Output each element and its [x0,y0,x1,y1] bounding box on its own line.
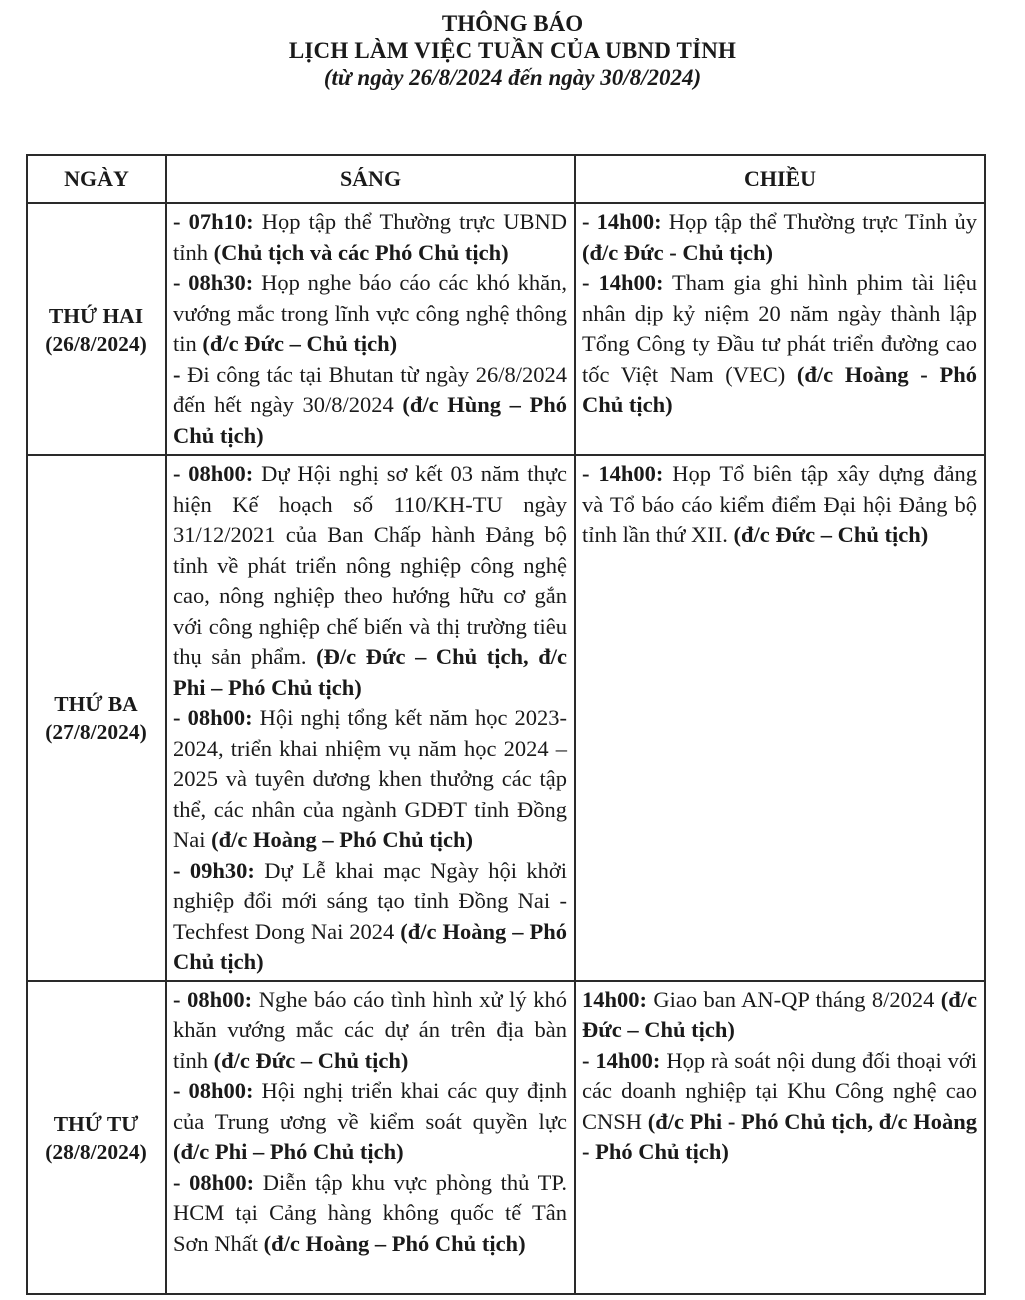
entry-time: 08h00: [187,986,253,1012]
entry-time: 14h00: [598,461,664,486]
entry-prefix: - [173,986,188,1012]
schedule-entry [173,459,567,703]
entry-prefix: - [173,209,189,234]
entry-person: (Đ/c Đức – Chủ tịch, đ/c Phi – Phó Chủ tịch) [173,644,567,700]
day-date: (27/8/2024) [45,720,147,745]
schedule-entry [582,207,977,268]
entry-text: Họp rà soát nội dung đối thoại với các doanh nghiệp tại Khu Công nghệ cao CNSH [582,1047,977,1134]
entry-person: (Chủ tịch và các Phó Chủ tịch) [213,239,509,265]
table-row-3 [27,981,985,1294]
entry-person: (đ/c Đức – Chủ tịch) [733,522,929,547]
entry-prefix: - [582,270,599,295]
entry-person: (đ/c Hoàng – Phó Chủ tịch) [211,827,474,852]
schedule-entry [173,1076,567,1168]
entry-text: Hội nghị tổng kết năm học 2023-2024, triển khai nhiệm vụ năm học 2024 – 2025 và tuyên dương khen thưởng các tập thể, các nhân của ngành GDĐT tỉnh Đồng Nai [173,705,567,852]
header-day: NGÀY [27,155,166,203]
schedule-entry [173,1168,567,1260]
entry-text: Giao ban AN-QP tháng 8/2024 [647,986,941,1012]
day-name: THỨ BA [54,692,138,717]
entry-prefix: - [173,857,190,883]
day-name: THỨ HAI [48,303,144,328]
day-date: (26/8/2024) [45,331,147,356]
entry-prefix: - [173,1169,190,1195]
entry-text: Dự Hội nghị sơ kết 03 năm thực hiện Kế hoạch số 110/KH-TU ngày 31/12/2021 của Ban Chấp hành Đảng bộ tỉnh về phát triển nông nghiệp công nghệ cao, nông nghiệp theo hướng hữu cơ gắn với công nghiệp chế biến và thị trường tiêu thụ sản phẩm. [173,461,567,669]
entry-time: 08h00: [189,1169,255,1195]
entry-time: 07h10: [188,209,254,234]
schedule-table [26,154,986,1295]
entry-text: Họp tập thể Thường trực Tỉnh ủy [661,209,978,234]
entry-time: 14h00: [596,209,662,234]
entry-time: 08h00: [188,461,254,486]
schedule-entry [173,856,567,978]
entry-time: 14h00: [598,270,664,295]
entry-person: (đ/c Hoàng - Phó Chủ tịch) [582,361,977,417]
header-afternoon: CHIỀU [575,155,985,203]
entry-person: (đ/c Hùng – Phó Chủ tịch) [173,392,568,448]
entry-text: Đi công tác tại Bhutan từ ngày 26/8/2024 đến hết ngày 30/8/2024 [173,361,567,417]
schedule-entry [582,1046,977,1168]
entry-time: 14h00: [582,986,648,1012]
afternoon-cell [575,981,985,1294]
entry-time: 08h00: [188,1078,254,1103]
day-date: (28/8/2024) [45,1139,147,1164]
entry-prefix: - [582,461,599,486]
schedule-entry [173,268,567,360]
entry-person: (đ/c Hoàng – Phó Chủ tịch) [173,918,567,974]
entry-person: (đ/c Đức – Chủ tịch) [202,331,398,356]
entry-text: Tham gia ghi hình phim tài liệu nhân dịp kỷ niệm 20 năm ngày thành lập Tổng Công ty Đầu tư phát triển đường cao tốc Việt Nam (VEC) [582,270,978,387]
entry-text: Họp nghe báo cáo các khó khăn, vướng mắc trong lĩnh vực công nghệ thông tin [173,270,567,356]
entry-time: 09h30: [189,857,255,883]
notice-title: THÔNG BÁO [441,11,584,36]
afternoon-cell [575,455,985,981]
entry-text: Nghe báo cáo tình hình xử lý khó khăn vướng mắc các dự án trên địa bàn tỉnh [173,986,567,1073]
day-cell [27,981,166,1294]
morning-cell [166,455,575,981]
entry-person: (đ/c Đức – Chủ tịch) [213,1047,409,1073]
entry-prefix: - [173,270,189,295]
day-name: THỨ TƯ [53,1111,139,1136]
table-header-row [27,155,985,203]
schedule-entry [173,703,567,856]
entry-text: Dự Lễ khai mạc Ngày hội khởi nghiệp đổi mới sáng tạo tỉnh Đồng Nai - Techfest Dong Nai 2024 [173,857,567,944]
schedule-entry [173,360,567,452]
entry-person: (đ/c Đức - Chủ tịch) [582,239,773,265]
entry-person: (đ/c Đức – Chủ tịch) [582,986,977,1042]
entry-person: (đ/c Hoàng – Phó Chủ tịch) [263,1230,526,1256]
morning-cell [166,203,575,455]
morning-cell [166,981,575,1294]
entry-prefix: - [173,461,189,486]
entry-prefix: - [173,1078,189,1103]
table-row-2 [27,455,985,981]
schedule-entry [582,985,977,1046]
entry-prefix: - [582,209,597,234]
entry-prefix: - [173,705,188,730]
schedule-subtitle: LỊCH LÀM VIỆC TUẦN CỦA UBND TỈNH [288,38,737,63]
entry-time: 08h30: [188,270,254,295]
entry-prefix: - [173,361,188,387]
entry-time: 08h00: [187,705,253,730]
entry-text: Họp tập thể Thường trực UBND tỉnh [173,209,567,265]
day-cell [27,203,166,455]
header-morning: SÁNG [166,155,575,203]
afternoon-cell [575,203,985,455]
schedule-entry [582,268,977,421]
date-range: (từ ngày 26/8/2024 đến ngày 30/8/2024) [323,65,702,90]
entry-text: Họp Tổ biên tập xây dựng đảng và Tổ báo cáo kiểm điểm Đại hội Đảng bộ tỉnh lần thứ XII. [582,461,977,547]
entry-prefix: - [582,1047,596,1073]
document-header [0,10,1025,91]
entry-time: 14h00: [595,1047,661,1073]
entry-text: Diễn tập khu vực phòng thủ TP. HCM tại Cảng hàng không quốc tế Tân Sơn Nhất [173,1169,568,1256]
schedule-entry [173,985,567,1077]
entry-text: Hội nghị triển khai các quy định của Trung ương về kiểm soát quyền lực [173,1078,567,1134]
entry-person: (đ/c Phi - Phó Chủ tịch, đ/c Hoàng - Phó Chủ tịch) [582,1108,977,1164]
schedule-entry [582,459,977,551]
table-row-1 [27,203,985,455]
day-cell [27,455,166,981]
entry-person: (đ/c Phi – Phó Chủ tịch) [173,1139,404,1164]
schedule-entry [173,207,567,268]
